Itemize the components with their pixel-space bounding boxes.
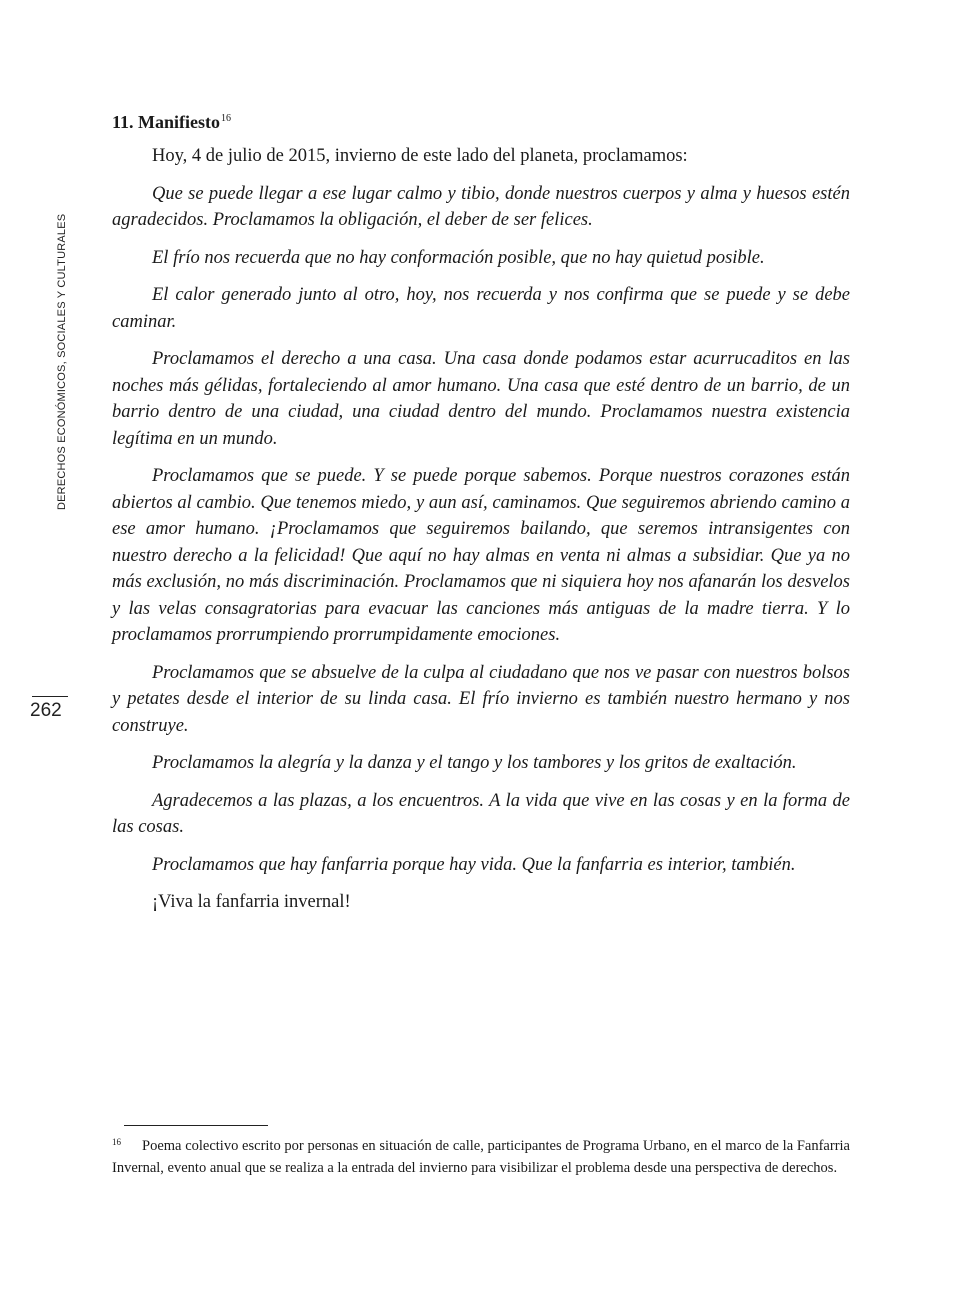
paragraph: Agradecemos a las plazas, a los encuentros. A la vida que vive en las cosas y en la forma de las cosas. [112,790,850,837]
paragraph-closing: ¡Viva la fanfarria invernal! [152,892,351,912]
page-number: 262 [30,700,62,721]
footnote-reference: 16 [221,113,231,124]
footnote [112,1131,850,1179]
footnote-number: 16 [112,1137,121,1147]
paragraph: Proclamamos que hay fanfarria porque hay vida. Que la fanfarria es interior, también. [152,854,796,875]
paragraph: El frío nos recuerda que no hay conformación posible, que no hay quietud posible. [152,247,765,268]
main-content [112,106,850,927]
paragraph: Proclamamos que se puede. Y se puede porque sabemos. Porque nuestros corazones están abiertos al cambio. Que tenemos miedo, y aun así, caminamos. Que seguiremos abriendo camino a ese amor humano. ¡Proclamamos que seguiremos bailando, que seremos intransigentes con nuestro derecho a la felicidad! Que aquí no hay almas en venta ni almas a subsidiar. Que ya no más exclusión, no más discriminación. Proclamamos que ni siquiera hoy nos afanarán los desvelos y las velas consagratorias para evacuar las canciones más antiguas de la madre tierra. Y lo proclamamos prorrumpiendo prorrumpidamente emociones. [112,466,850,645]
page-number-rule [32,696,68,697]
footnote-rule [124,1125,268,1126]
paragraph: Que se puede llegar a ese lugar calmo y tibio, donde nuestros cuerpos y alma y huesos estén agradecidos. Proclamamos la obligación, el deber de ser felices. [112,183,850,230]
paragraph-intro: Hoy, 4 de julio de 2015, invierno de este lado del planeta, proclamamos: [152,146,688,166]
section-title-text: 11. Manifiesto [112,112,220,132]
running-header: DERECHOS ECONÓMICOS, SOCIALES Y CULTURALES [56,213,68,510]
paragraph: El calor generado junto al otro, hoy, nos recuerda y nos confirma que se puede y se debe caminar. [112,285,850,332]
footnote-text: Poema colectivo escrito por personas en situación de calle, participantes de Programa Urbano, en el marco de la Fanfarria Invernal, evento anual que se realiza a la entrada del invierno para visibilizar el problema desde una perspectiva de derechos. [112,1138,850,1176]
paragraph: Proclamamos el derecho a una casa. Una casa donde podamos estar acurrucaditos en las noches más gélidas, fortaleciendo al amor humano. Una casa que esté dentro de un barrio, de un barrio dentro de una ciudad, una ciudad dentro del mundo. Proclamamos nuestra existencia legítima en un mundo. [112,349,850,449]
paragraph: Proclamamos que se absuelve de la culpa al ciudadano que nos ve pasar con nuestros bolsos y petates desde el interior de su linda casa. El frío invierno es también nuestro hermano y nos construye. [112,662,850,736]
section-title [112,106,850,135]
paragraph: Proclamamos la alegría y la danza y el tango y los tambores y los gritos de exaltación. [152,753,797,773]
